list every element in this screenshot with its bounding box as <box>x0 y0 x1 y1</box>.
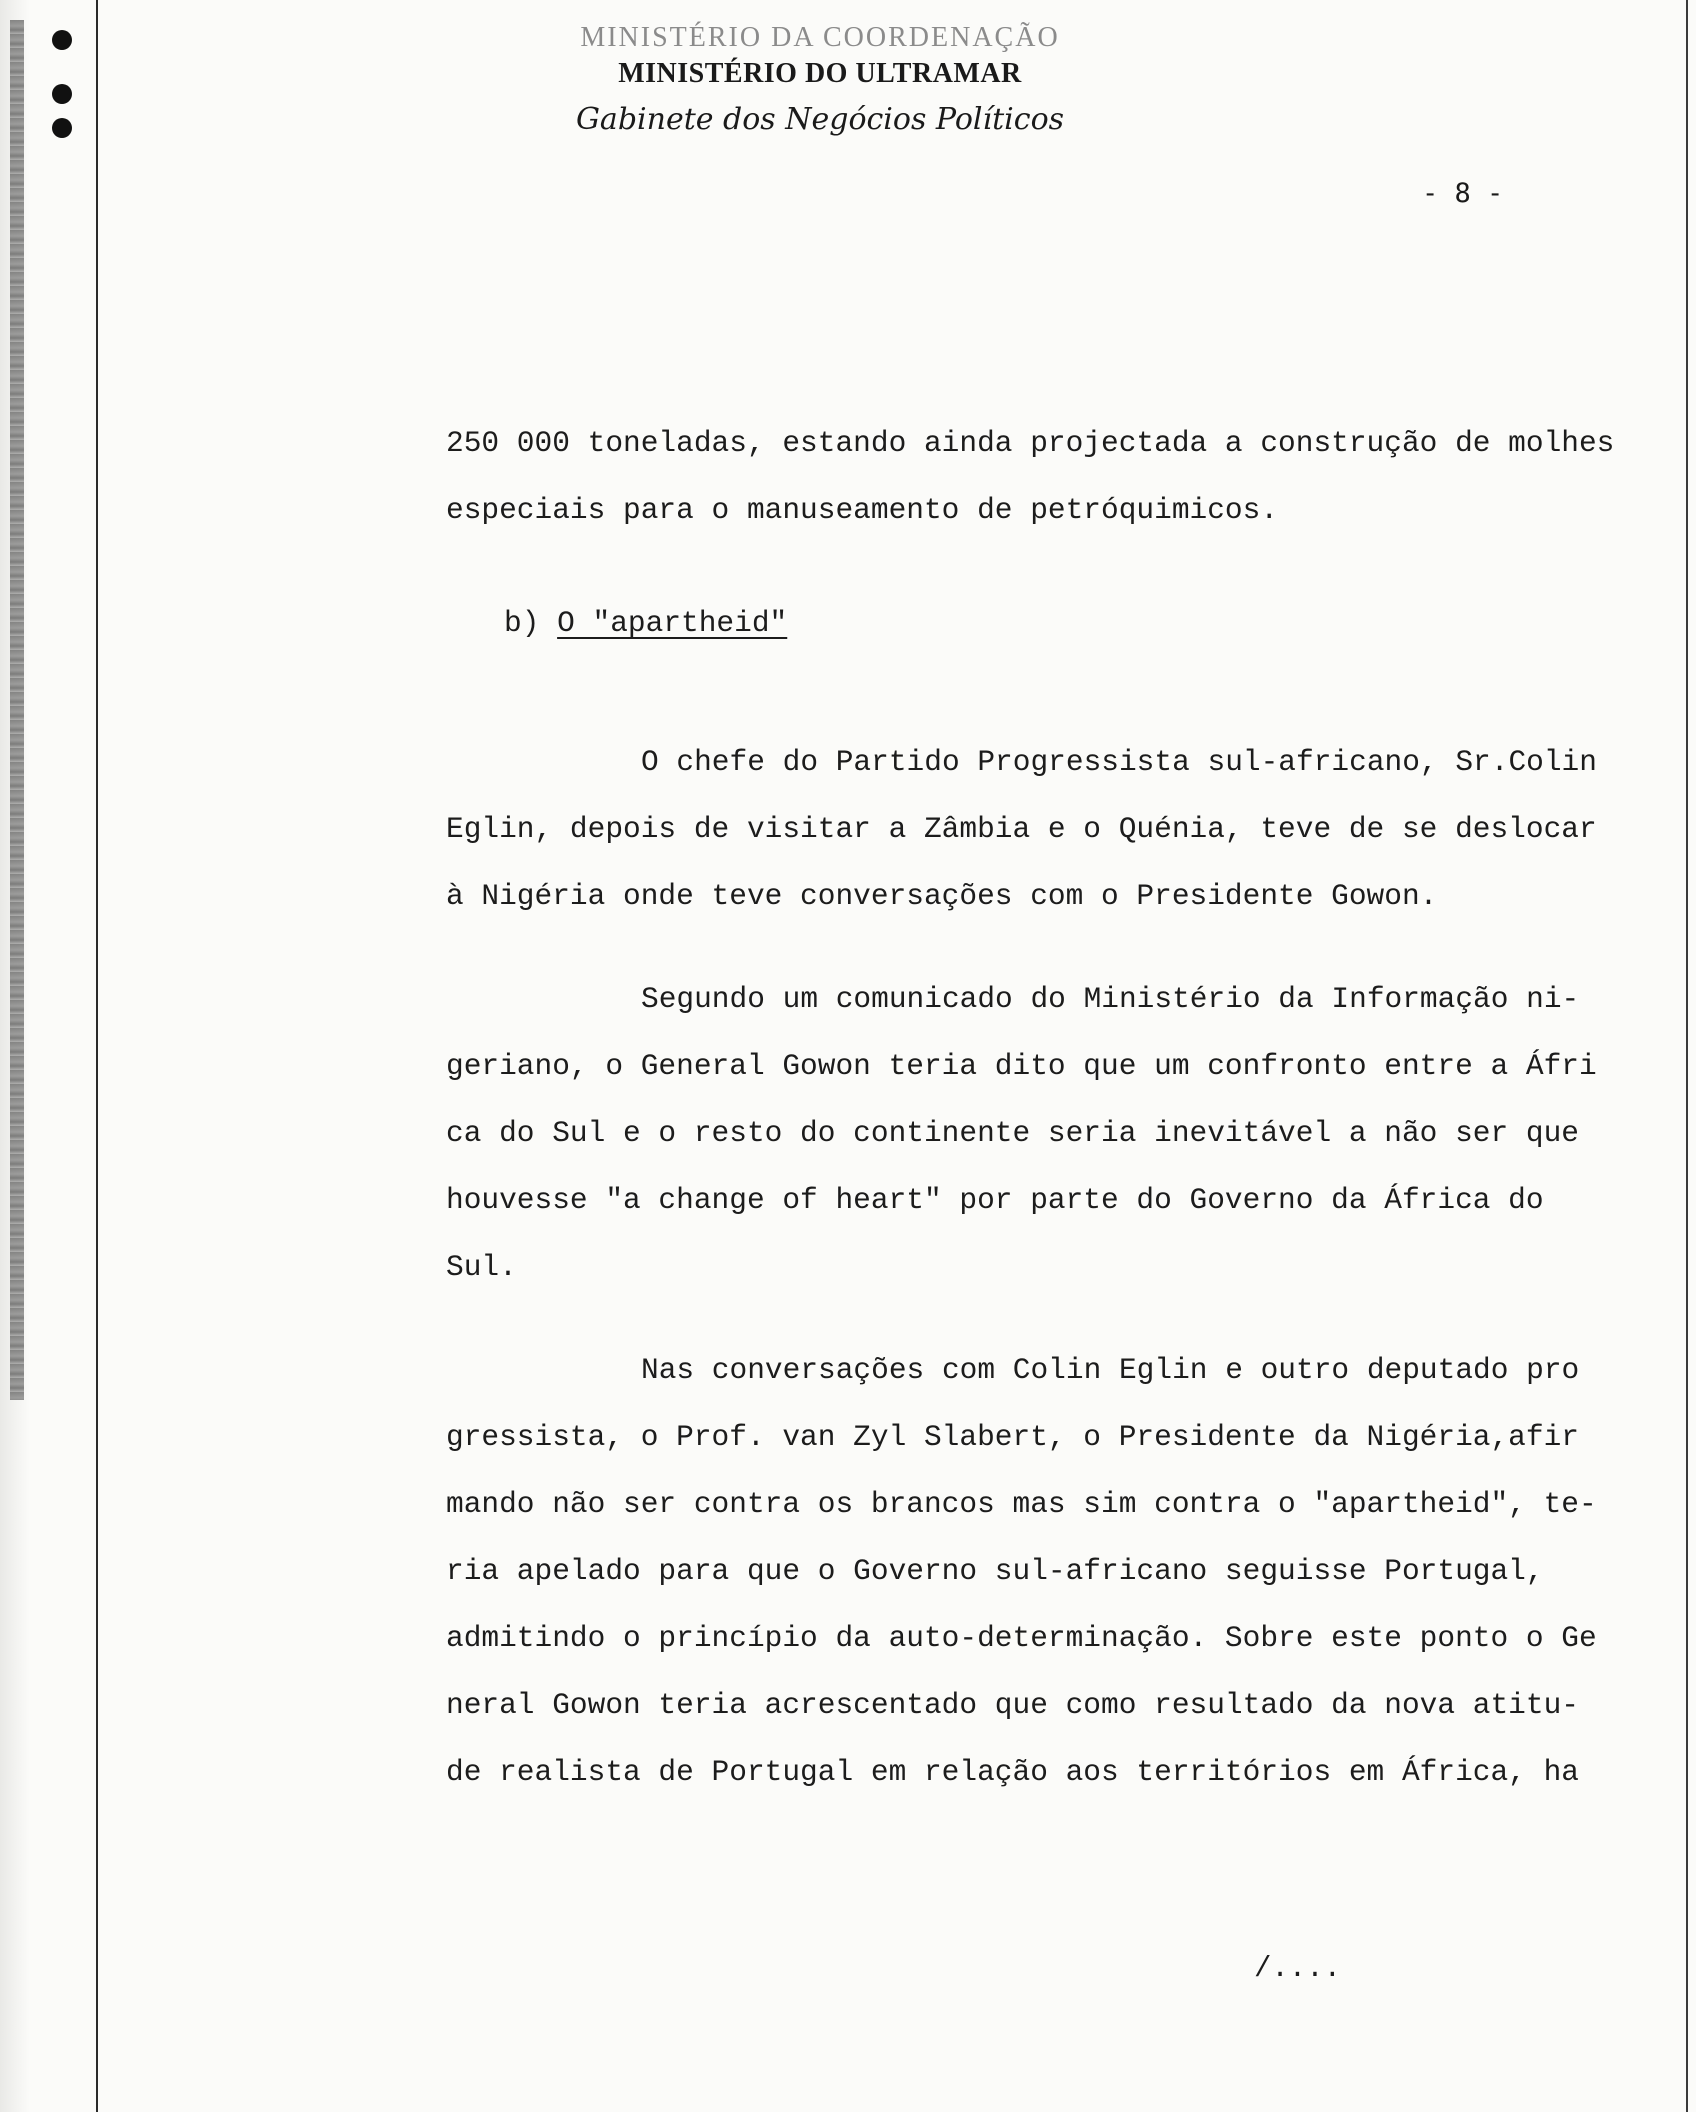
section-heading <box>446 590 1676 657</box>
paragraph-4-line-3: mando não ser contra os brancos mas sim contra o "apartheid", te- <box>446 1487 1597 1521</box>
paragraph-4-line-5: admitindo o princípio da auto-determinação. Sobre este ponto o Ge <box>446 1621 1597 1655</box>
paragraph-3-line-3: ca do Sul e o resto do continente seria inevitável a não ser que <box>446 1116 1579 1150</box>
paragraph-gap <box>446 1301 1676 1337</box>
letterhead-cabinet: Gabinete dos Negócios Políticos <box>575 102 1065 137</box>
paragraph-4-line-7: de realista de Portugal em relação aos territórios em África, ha <box>446 1755 1579 1789</box>
paragraph-4-line-1: Nas conversações com Colin Eglin e outro deputado pro <box>641 1353 1580 1387</box>
paragraph-3-line-1: Segundo um comunicado do Ministério da Informação ni- <box>641 982 1580 1016</box>
margin-rule <box>96 0 98 2112</box>
paragraph-2-line-2: Eglin, depois de visitar a Zâmbia e o Quénia, teve de se deslocar <box>446 812 1597 846</box>
paragraph-4-line-2: gressista, o Prof. van Zyl Slabert, o Presidente da Nigéria,afir <box>446 1420 1579 1454</box>
punch-hole-top <box>52 30 72 50</box>
paragraph-3-line-5: Sul. <box>446 1250 517 1284</box>
paragraph-gap <box>446 930 1676 966</box>
letterhead-ministry-overseas: MINISTÉRIO DO ULTRAMAR <box>618 58 1022 89</box>
letterhead-ministry-coordination: MINISTÉRIO DA COORDENAÇÃO <box>580 22 1060 53</box>
punch-hole-middle <box>52 84 72 104</box>
document-body <box>446 410 1676 1806</box>
paragraph-4-line-4: ria apelado para que o Governo sul-africano seguisse Portugal, <box>446 1554 1544 1588</box>
binding-shadow <box>10 20 24 1400</box>
section-heading-prefix: b) <box>504 606 558 640</box>
paragraph-2-line-3: à Nigéria onde teve conversações com o Presidente Gowon. <box>446 879 1438 913</box>
section-heading-title: O "apartheid" <box>557 606 788 640</box>
punch-hole-lower <box>52 118 72 138</box>
paragraph-1-line-1: 250 000 toneladas, estando ainda projectada a construção de molhes <box>446 426 1615 460</box>
paragraph-3-line-2: geriano, o General Gowon teria dito que um confronto entre a Áfri <box>446 1049 1597 1083</box>
page-number: - 8 - <box>1422 178 1504 209</box>
paragraph-4-line-6: neral Gowon teria acrescentado que como resultado da nova atitu- <box>446 1688 1579 1722</box>
page-right-edge <box>1686 0 1688 2112</box>
paragraph-1-line-2: especiais para o manuseamento de petróquimicos. <box>446 493 1279 527</box>
continuation-mark: /.... <box>1254 1952 1342 1985</box>
letterhead <box>540 22 1100 137</box>
paragraph-2-line-1: O chefe do Partido Progressista sul-africano, Sr.Colin <box>641 745 1597 779</box>
paragraph-3-line-4: houvesse "a change of heart" por parte do Governo da África do <box>446 1183 1544 1217</box>
